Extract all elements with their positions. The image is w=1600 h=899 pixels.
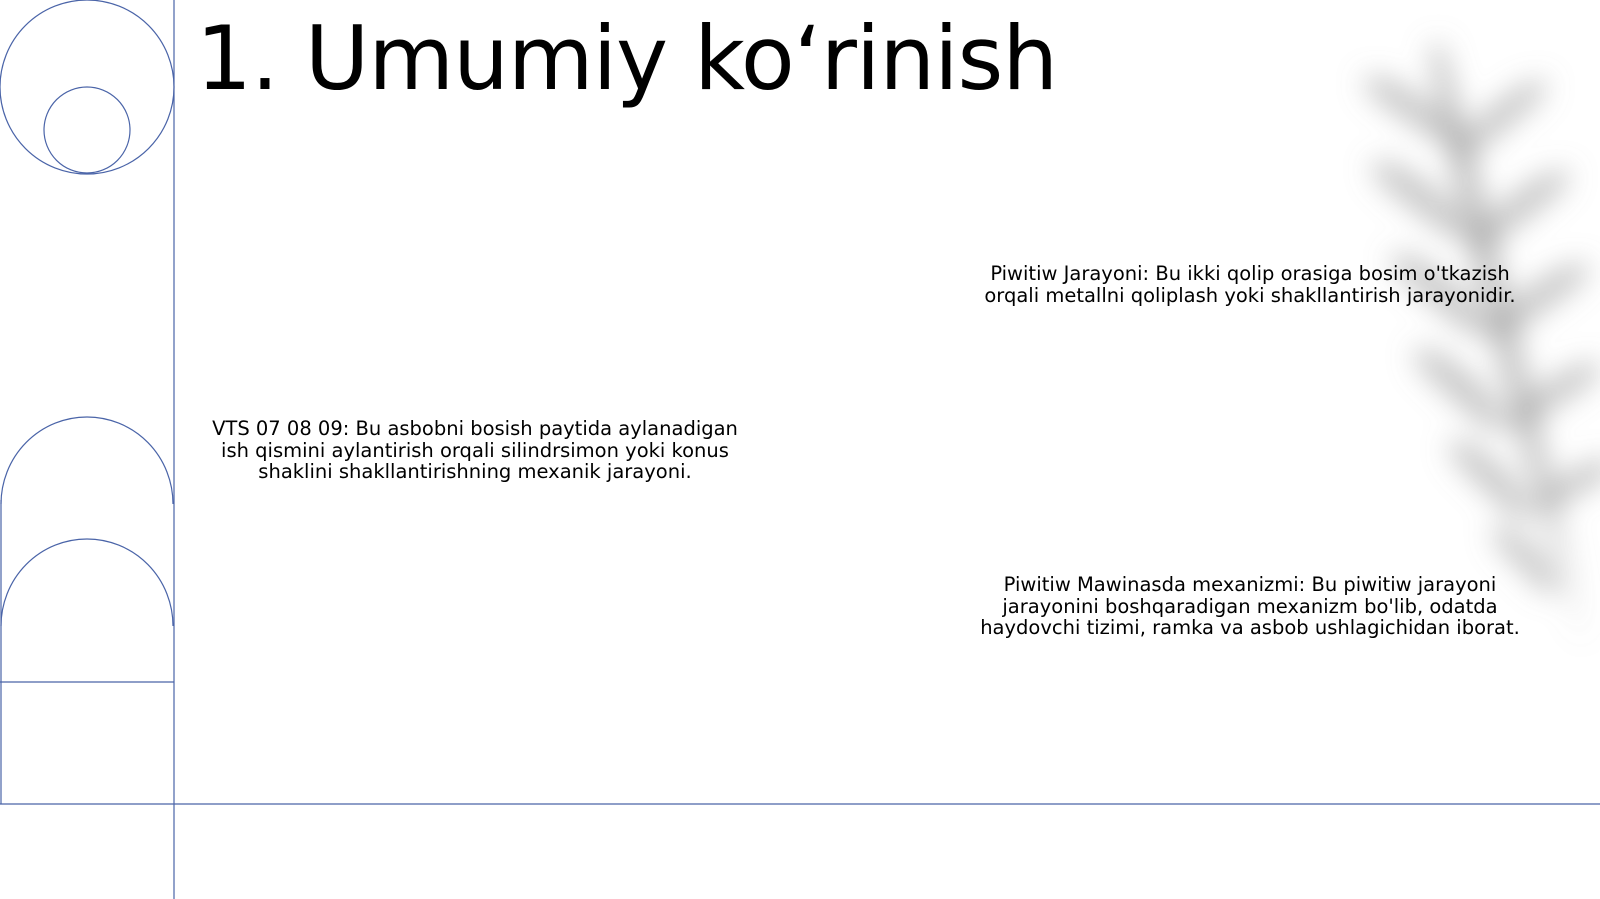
text-block-piwitiw-jarayoni: Piwitiw Jarayoni: Bu ikki qolip orasiga bosim o'tkazish orqali metallni qoliplash yoki shakllantirish jarayonidir. — [984, 262, 1516, 307]
slide-title: 1. Umumiy ko‘rinish — [196, 7, 1058, 110]
text-block-piwitiw-mexanizmi: Piwitiw Mawinasda mexanizmi: Bu piwitiw jarayoni jarayonini boshqaradigan mexanizm bo'lib, odatda haydovchi tizimi, ramka va asbob ushlagichidan iborat. — [980, 573, 1520, 639]
text-block-vts: VTS 07 08 09: Bu asbobni bosish paytida aylanadigan ish qismini aylantirish orqali silindrsimon yoki konus shaklini shakllantirishning mexanik jarayoni. — [212, 417, 738, 483]
small-circle — [44, 87, 130, 173]
upper-arch — [1, 417, 173, 504]
lower-arch — [1, 539, 173, 626]
